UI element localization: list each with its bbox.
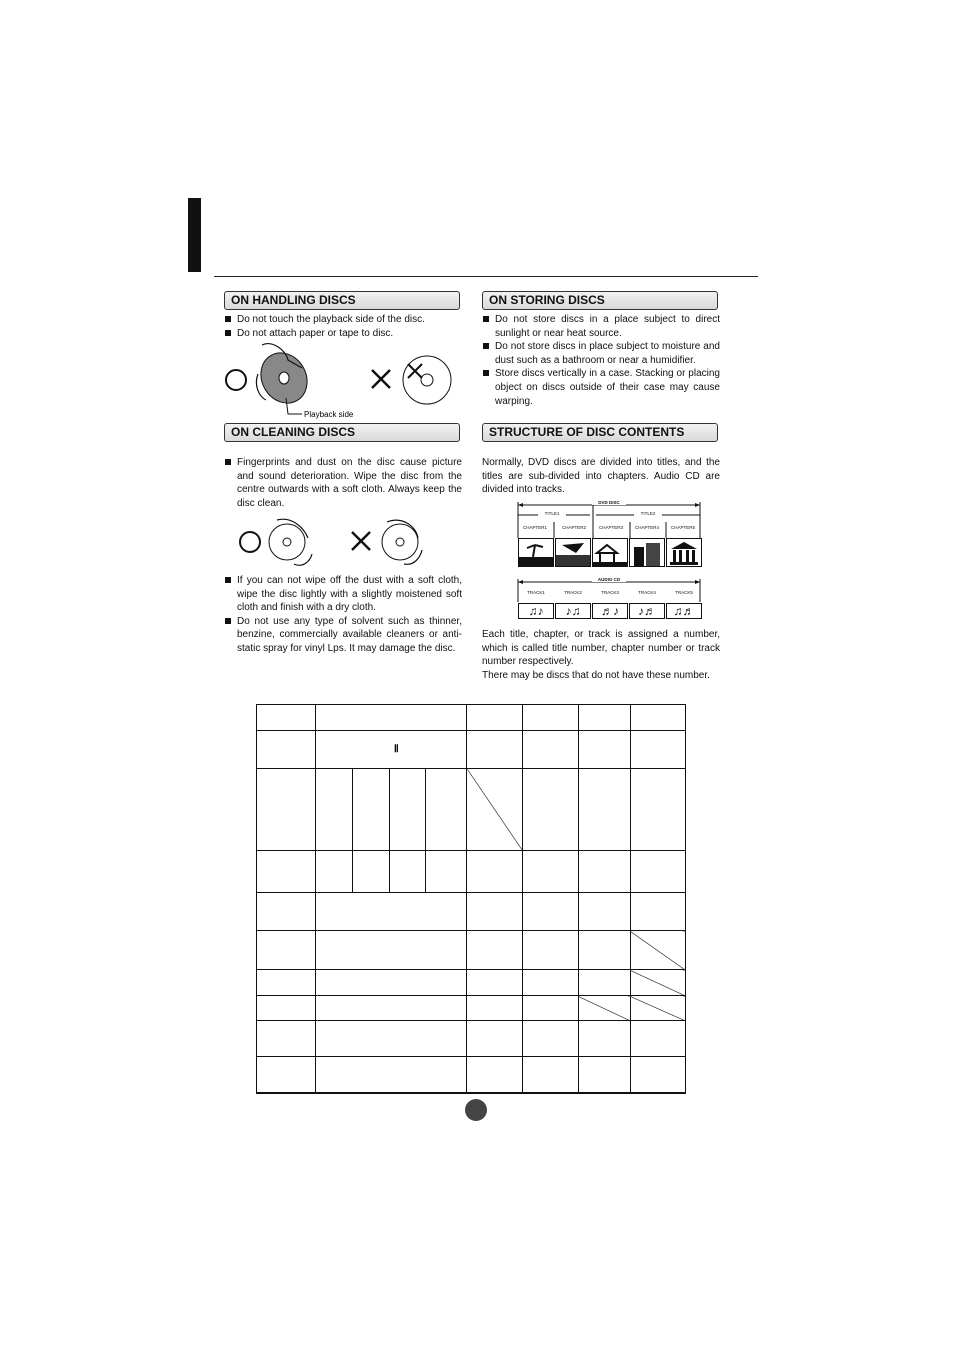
table-row xyxy=(257,931,686,970)
chapter-thumbnail xyxy=(555,538,591,567)
chapter-label: CHAPTER5 xyxy=(670,525,695,530)
chapter-label: CHAPTER2 xyxy=(561,525,586,530)
chapter-thumbnail xyxy=(629,538,665,567)
dvd-structure-diagram xyxy=(516,498,702,570)
handling-bullets xyxy=(224,313,464,340)
playback-side-label: Playback side xyxy=(304,410,354,419)
empty-cell-slash xyxy=(467,769,522,851)
handling-title: ON HANDLING DISCS xyxy=(224,291,460,310)
list-item: Do not touch the playback side of the disc. xyxy=(224,313,464,327)
table-row xyxy=(257,1057,686,1093)
chapter-label: CHAPTER1 xyxy=(522,525,547,530)
list-item: Do not use any type of solvent such as thinner, benzine, commercially available cleaners or anti-static spray for vinyl Lps. It may damage the disc. xyxy=(224,615,462,656)
structure-outro-text: Each title, chapter, or track is assigned a number, which is called title number, chapter number or track number respectively. xyxy=(482,629,720,668)
table-row xyxy=(257,996,686,1021)
cross-ng-icon xyxy=(352,532,370,550)
track-label: TRACK1 xyxy=(527,590,545,595)
empty-cell-slash xyxy=(578,996,630,1021)
roman-numeral: Ⅱ xyxy=(316,731,467,769)
storing-bullets xyxy=(482,313,720,408)
chapter-thumbnail xyxy=(592,538,628,567)
chapter-label: CHAPTER4 xyxy=(634,525,659,530)
list-item: Fingerprints and dust on the disc cause picture and sound deterioration. Wipe the disc from the centre outwards with a soft cloth. Always keep the disc clean. xyxy=(224,456,462,510)
cross-ng-icon xyxy=(372,370,390,388)
disc-icon xyxy=(403,356,451,404)
page-number-dot xyxy=(465,1099,487,1121)
track-label: TRACK5 xyxy=(675,590,693,595)
table-row xyxy=(257,731,686,769)
music-note-icon: ♫♬ xyxy=(666,603,702,619)
storing-title: ON STORING DISCS xyxy=(482,291,718,310)
handling-figure xyxy=(222,340,462,422)
structure-intro: Normally, DVD discs are divided into titles, and the titles are sub-divided into chapters. Audio CD are divided into tracks. xyxy=(482,457,720,496)
cleaning-bullets-2 xyxy=(224,574,462,656)
section-tab-marker xyxy=(188,198,201,272)
table-row xyxy=(257,893,686,931)
header-rule xyxy=(214,276,758,277)
cleaning-bullet-1 xyxy=(224,456,462,510)
disc-spec-table xyxy=(256,704,686,1094)
music-note-icon: ♬♪ xyxy=(592,603,628,619)
chapter-label: CHAPTER3 xyxy=(598,525,623,530)
music-note-icon: ♪♫ xyxy=(555,603,591,619)
table-row xyxy=(257,1021,686,1057)
disc-icon xyxy=(269,524,305,560)
title-label: TITLE2 xyxy=(634,511,662,516)
table-row xyxy=(257,851,686,893)
cd-structure-diagram xyxy=(516,576,702,620)
audio-cd-label: AUDIO CD xyxy=(592,577,626,582)
list-item: Do not store discs in place subject to moisture and dust such as a bathroom or near a humidifier. xyxy=(482,340,720,367)
circle-ok-icon xyxy=(240,532,260,552)
empty-cell-slash xyxy=(630,996,685,1021)
music-note-icon: ♪♬ xyxy=(629,603,665,619)
table-row xyxy=(257,970,686,996)
list-item: If you can not wipe off the dust with a soft cloth, wipe the disc lightly with a slightly moistened soft cloth and finish with a dry cloth. xyxy=(224,574,462,615)
dvd-disc-label: DVD DISC xyxy=(592,500,626,505)
disc-icon xyxy=(382,524,418,560)
structure-outro xyxy=(482,628,720,682)
structure-outro-note: There may be discs that do not have these number. xyxy=(482,669,710,681)
table-row xyxy=(257,705,686,731)
chapter-thumbnail xyxy=(666,538,702,567)
track-label: TRACK3 xyxy=(601,590,619,595)
cleaning-title: ON CLEANING DISCS xyxy=(224,423,460,442)
track-label: TRACK4 xyxy=(638,590,656,595)
list-item: Do not store discs in a place subject to direct sunlight or near heat source. xyxy=(482,313,720,340)
music-note-icon: ♫♪ xyxy=(518,603,554,619)
empty-cell-slash xyxy=(630,970,685,996)
title-label: TITLE1 xyxy=(538,511,566,516)
list-item: Store discs vertically in a case. Stacking or placing object on discs outside of their case may cause warping. xyxy=(482,367,720,408)
empty-cell-slash xyxy=(630,931,685,970)
table-row xyxy=(257,769,686,851)
list-item: Do not attach paper or tape to disc. xyxy=(224,327,464,341)
track-label: TRACK2 xyxy=(564,590,582,595)
circle-ok-icon xyxy=(226,370,246,390)
chapter-thumbnail xyxy=(518,538,554,567)
cleaning-figure xyxy=(232,514,452,570)
structure-title: STRUCTURE OF DISC CONTENTS xyxy=(482,423,718,442)
